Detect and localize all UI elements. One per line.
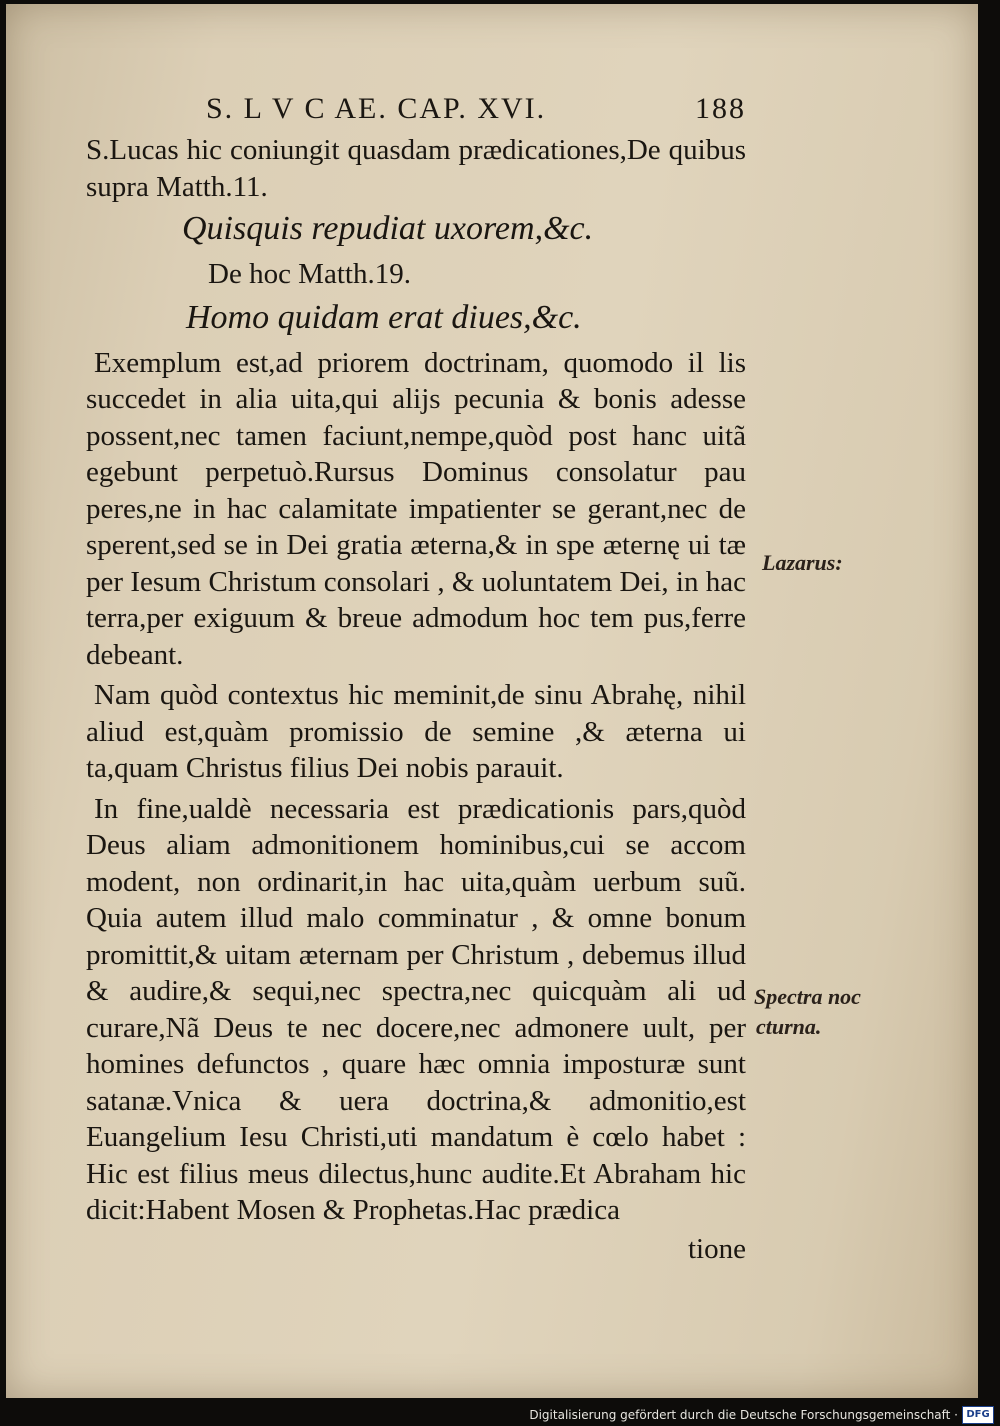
main-text-block bbox=[86, 132, 746, 1267]
book-page bbox=[6, 4, 978, 1398]
cross-reference-line: De hoc Matth.19. bbox=[208, 257, 411, 290]
paragraph-3: In fine,ualdè necessaria est prædicationis pars,quòd Deus aliam admonitionem hominibus,cui se accom modent, non ordinarit,in hac uita,quàm uerbum suũ. Quia autem illud malo comminatur , & omne bonum promittit,& uitam æternam per Christum , debemus illud & audire,& sequi,nec spectra,nec quicquàm ali ud curare,Nã Deus te nec docere,nec admonere uult, per homines defunctos , quare hæc omnia imposturæ sunt satanæ.Vnica & uera doctrina,& admonitio,est Euangelium Iesu Christi,uti mandatum è cœlo habet : Hic est filius meus dilectus,hunc audite.Et Abraham hic dicit:Habent Mosen & Prophetas.Hac prædica bbox=[86, 792, 746, 1226]
intro-paragraph: S.Lucas hic coniungit quasdam prædicationes,De quibus supra Matth.11. bbox=[86, 134, 746, 203]
marginal-note-spectra-line1: Spectra noc bbox=[754, 984, 861, 1009]
page-header bbox=[206, 92, 746, 132]
digitization-credit: Digitalisierung gefördert durch die Deutsche Forschungsgemeinschaft · bbox=[529, 1408, 958, 1422]
paragraph-2: Nam quòd contextus hic meminit,de sinu Abrahę, nihil aliud est,quàm promissio de semine ,& æterna ui ta,quam Christus filius Dei nobis parauit. bbox=[86, 679, 746, 784]
section-heading-1: Quisquis repudiat uxorem,&c. bbox=[182, 210, 594, 247]
marginal-note-lazarus: Lazarus: bbox=[762, 550, 843, 575]
section-heading-2: Homo quidam erat diues,&c. bbox=[186, 299, 582, 336]
dfg-logo-icon: DFG bbox=[962, 1406, 994, 1424]
folio-number: 188 bbox=[695, 92, 746, 125]
marginal-note-spectra-line2: cturna. bbox=[756, 1014, 822, 1039]
running-title: S. L V C AE. CAP. XVI. bbox=[206, 92, 547, 125]
paragraph-1: Exemplum est,ad priorem doctrinam, quomodo il lis succedet in alia uita,qui alijs pecunia & bonis adesse possent,nec tamen faciunt,nempe,quòd post hanc uitã egebunt perpetuò.Rursus Dominus consolatur pau peres,ne in hac calamitate impatienter se gerant,nec de sperent,sed se in Dei gratia æterna,& in spe æternę ui tæ per Iesum Christum consolari , & uoluntatem Dei, in hac terra,per exiguum & breue admodum hoc tem pus,ferre debeant. bbox=[86, 346, 746, 671]
catchword: tione bbox=[688, 1232, 746, 1265]
